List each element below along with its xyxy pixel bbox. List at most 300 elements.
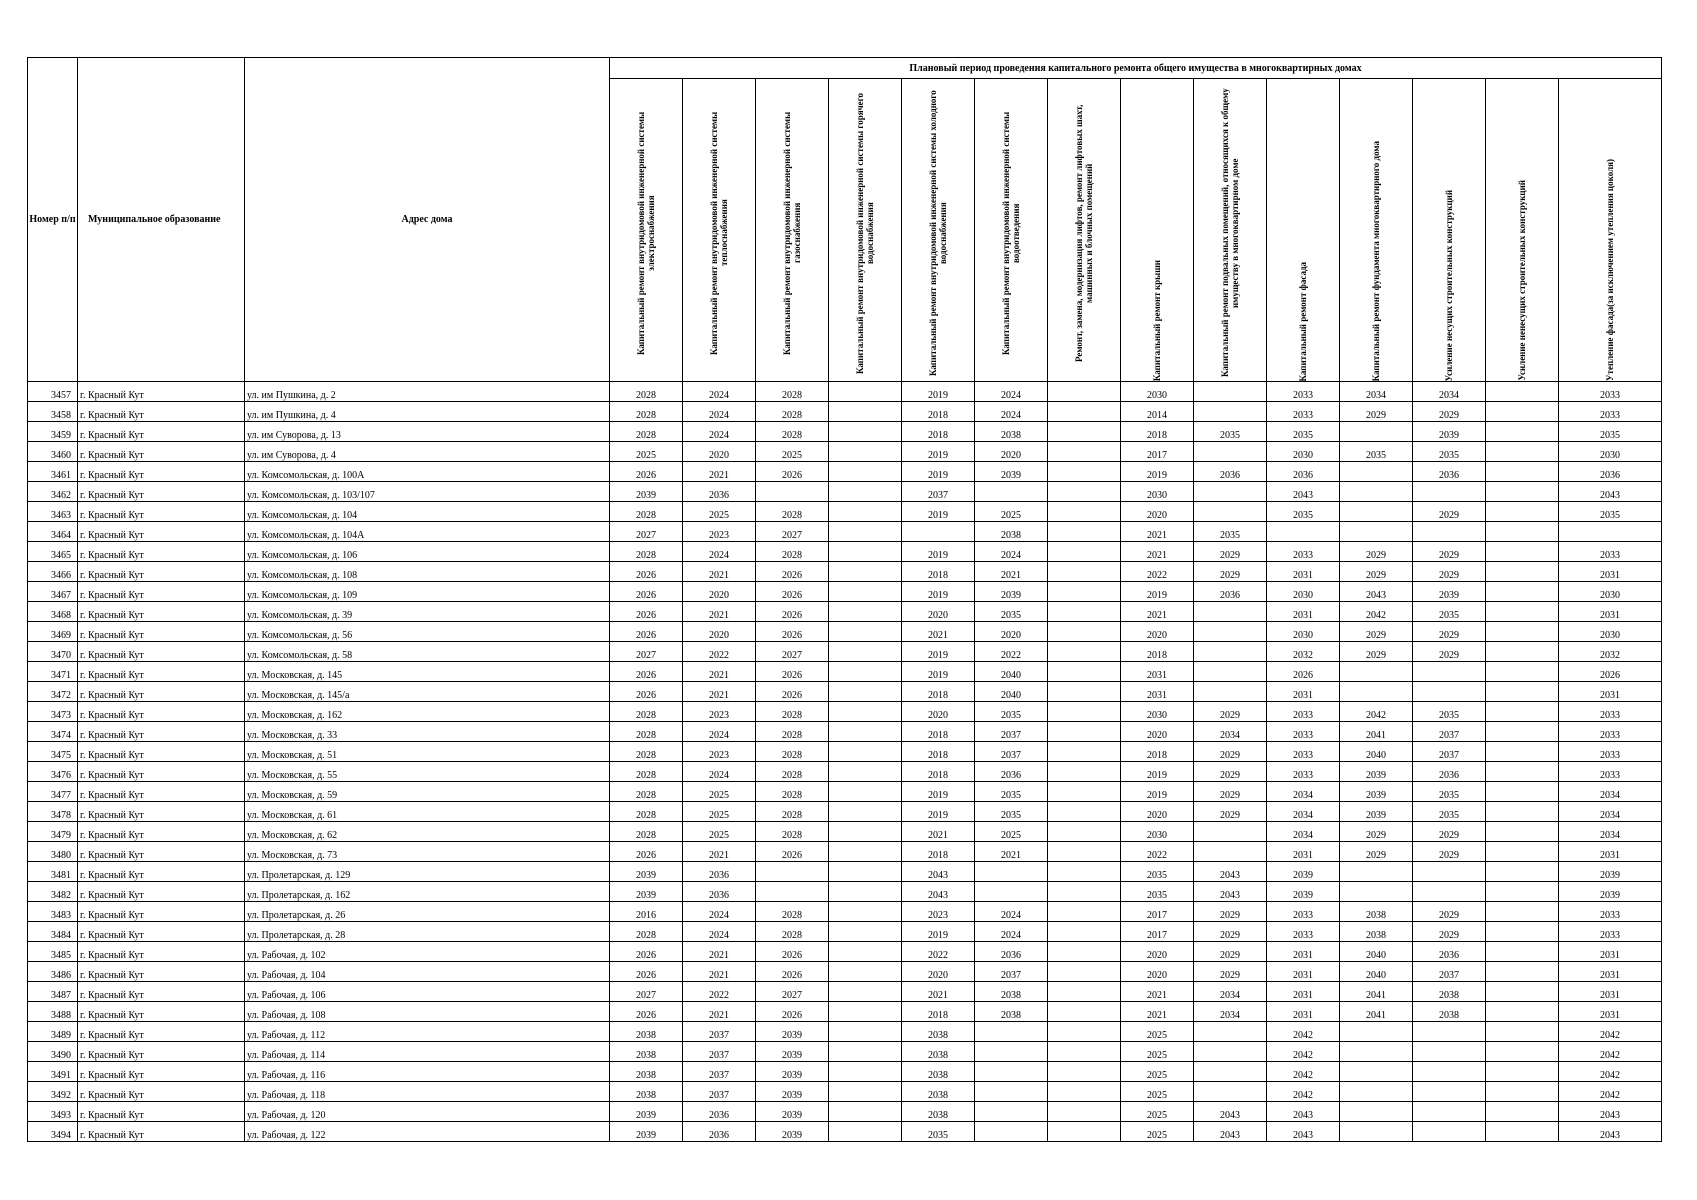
row-municipality: г. Красный Кут [78,942,245,962]
row-year-cell: 2026 [756,662,829,682]
row-year-cell: 2031 [1267,602,1340,622]
row-number: 3470 [28,642,78,662]
row-year-cell [1486,922,1559,942]
row-year-cell: 2029 [1194,782,1267,802]
row-year-cell: 2039 [1559,862,1662,882]
row-year-cell [1486,762,1559,782]
table-row [28,742,1662,762]
row-year-cell [829,642,902,662]
row-number: 3483 [28,902,78,922]
row-year-cell [829,422,902,442]
row-year-cell [1048,982,1121,1002]
row-year-cell: 2033 [1559,722,1662,742]
row-year-cell [1048,422,1121,442]
row-number: 3485 [28,942,78,962]
row-year-cell [1340,482,1413,502]
row-address: ул. им Пушкина, д. 2 [245,382,610,402]
row-year-cell: 2024 [975,402,1048,422]
row-year-cell: 2026 [756,462,829,482]
row-year-cell [829,962,902,982]
row-year-cell: 2043 [1267,482,1340,502]
row-municipality: г. Красный Кут [78,922,245,942]
row-year-cell [1486,482,1559,502]
row-number: 3474 [28,722,78,742]
row-year-cell [1340,502,1413,522]
row-year-cell: 2019 [902,642,975,662]
row-year-cell: 2034 [1559,782,1662,802]
row-year-cell: 2029 [1340,562,1413,582]
row-year-cell: 2028 [610,402,683,422]
row-year-cell: 2020 [902,702,975,722]
row-year-cell: 2024 [975,542,1048,562]
row-year-cell: 2025 [683,502,756,522]
row-year-cell: 2026 [756,682,829,702]
row-year-cell: 2037 [975,742,1048,762]
row-year-cell: 2020 [975,622,1048,642]
row-municipality: г. Красный Кут [78,1042,245,1062]
row-year-cell [1340,422,1413,442]
header-work-type-label: Капитальный ремонт внутридомовой инженерной системы газоснабжения [782,111,802,355]
row-year-cell [756,482,829,502]
row-number: 3464 [28,522,78,542]
row-year-cell [829,702,902,722]
row-year-cell [1486,402,1559,422]
row-year-cell: 2019 [902,582,975,602]
row-address: ул. Московская, д. 51 [245,742,610,762]
row-year-cell [1048,1062,1121,1082]
row-number: 3493 [28,1102,78,1122]
row-year-cell [1048,582,1121,602]
row-year-cell [1413,1122,1486,1142]
row-number: 3459 [28,422,78,442]
row-year-cell: 2039 [975,462,1048,482]
row-address: ул. Московская, д. 55 [245,762,610,782]
table-row [28,662,1662,682]
header-number: Номер п/п [28,58,78,382]
row-number: 3492 [28,1082,78,1102]
row-year-cell: 2020 [1121,962,1194,982]
row-address: ул. им Пушкина, д. 4 [245,402,610,422]
row-year-cell: 2021 [975,842,1048,862]
row-municipality: г. Красный Кут [78,1062,245,1082]
row-year-cell: 2022 [1121,842,1194,862]
row-year-cell: 2025 [683,782,756,802]
row-year-cell [1340,1062,1413,1082]
row-year-cell: 2033 [1267,762,1340,782]
row-year-cell: 2043 [1559,1122,1662,1142]
row-year-cell: 2020 [975,442,1048,462]
row-year-cell: 2036 [1413,762,1486,782]
row-year-cell [1486,1122,1559,1142]
row-year-cell: 2021 [683,842,756,862]
row-year-cell: 2033 [1267,742,1340,762]
row-year-cell: 2028 [756,702,829,722]
row-year-cell: 2029 [1340,842,1413,862]
row-year-cell: 2027 [610,982,683,1002]
table-row [28,522,1662,542]
row-year-cell: 2019 [1121,782,1194,802]
row-year-cell [829,622,902,642]
row-year-cell: 2025 [1121,1022,1194,1042]
row-year-cell [1486,942,1559,962]
row-year-cell: 2019 [1121,582,1194,602]
row-year-cell: 2022 [975,642,1048,662]
row-year-cell: 2029 [1413,402,1486,422]
row-year-cell: 2039 [756,1042,829,1062]
row-year-cell: 2025 [683,802,756,822]
row-year-cell [1413,1042,1486,1062]
row-address: ул. Рабочая, д. 122 [245,1122,610,1142]
row-municipality: г. Красный Кут [78,1122,245,1142]
row-year-cell: 2036 [1194,462,1267,482]
row-year-cell: 2023 [683,702,756,722]
row-year-cell [975,1082,1048,1102]
row-year-cell: 2028 [756,822,829,842]
row-year-cell: 2042 [1559,1082,1662,1102]
row-municipality: г. Красный Кут [78,642,245,662]
row-year-cell: 2039 [610,1102,683,1122]
row-year-cell [1340,882,1413,902]
row-year-cell [1486,802,1559,822]
row-year-cell: 2033 [1267,382,1340,402]
row-year-cell: 2036 [975,942,1048,962]
row-year-cell: 2042 [1340,602,1413,622]
row-year-cell: 2024 [683,382,756,402]
row-year-cell [1340,1102,1413,1122]
row-year-cell: 2035 [1413,702,1486,722]
row-year-cell: 2029 [1194,542,1267,562]
row-year-cell [756,862,829,882]
row-year-cell: 2028 [610,782,683,802]
row-year-cell: 2039 [756,1122,829,1142]
row-year-cell [1048,722,1121,742]
row-year-cell [1486,1102,1559,1122]
row-year-cell: 2019 [1121,762,1194,782]
row-year-cell: 2034 [1340,382,1413,402]
row-year-cell [1048,762,1121,782]
row-year-cell [1413,482,1486,502]
row-year-cell: 2038 [1413,1002,1486,1022]
row-year-cell: 2031 [1559,982,1662,1002]
row-address: ул. Московская, д. 73 [245,842,610,862]
header-work-type [1267,79,1340,382]
row-year-cell: 2030 [1559,582,1662,602]
row-year-cell: 2043 [1267,1122,1340,1142]
row-year-cell [1194,402,1267,422]
row-number: 3468 [28,602,78,622]
row-municipality: г. Красный Кут [78,782,245,802]
row-year-cell: 2039 [610,1122,683,1142]
row-year-cell: 2030 [1121,382,1194,402]
row-year-cell: 2017 [1121,442,1194,462]
row-year-cell [1194,502,1267,522]
row-year-cell: 2042 [1559,1062,1662,1082]
table-row [28,402,1662,422]
row-year-cell: 2033 [1559,382,1662,402]
header-work-type [1486,79,1559,382]
row-year-cell [975,1102,1048,1122]
row-number: 3466 [28,562,78,582]
table-row [28,502,1662,522]
row-year-cell: 2036 [1413,942,1486,962]
table-row [28,702,1662,722]
row-year-cell: 2028 [756,782,829,802]
row-number: 3475 [28,742,78,762]
row-year-cell: 2037 [902,482,975,502]
row-year-cell [975,482,1048,502]
table-row [28,722,1662,742]
header-work-type-label: Капитальный ремонт внутридомовой инженерной системы электроснабжения [636,111,656,355]
row-number: 3458 [28,402,78,422]
row-year-cell [1340,1042,1413,1062]
row-year-cell [829,402,902,422]
row-year-cell [1340,662,1413,682]
row-year-cell [829,882,902,902]
row-year-cell: 2026 [756,562,829,582]
row-year-cell: 2019 [902,802,975,822]
row-year-cell [1486,542,1559,562]
header-work-type-label: Ремонт, замена, модернизация лифтов, ремонт лифтовых шахт, машинных и блочных помещений [1074,104,1094,362]
row-year-cell [1048,822,1121,842]
row-year-cell [1048,502,1121,522]
row-year-cell [829,562,902,582]
row-year-cell [1413,882,1486,902]
row-year-cell: 2037 [683,1042,756,1062]
row-address: ул. Комсомольская, д. 104А [245,522,610,542]
row-year-cell [1048,942,1121,962]
row-year-cell: 2035 [1267,502,1340,522]
row-year-cell [829,862,902,882]
row-number: 3486 [28,962,78,982]
header-work-type-label: Капитальный ремонт внутридомовой инженерной системы холодного водоснабжения [928,90,948,376]
table-row [28,1122,1662,1142]
table-row [28,942,1662,962]
row-number: 3473 [28,702,78,722]
row-year-cell [1048,542,1121,562]
row-year-cell: 2024 [683,722,756,742]
table-row [28,762,1662,782]
row-year-cell: 2026 [1559,662,1662,682]
table-row [28,1002,1662,1022]
row-year-cell [829,662,902,682]
row-year-cell: 2035 [902,1122,975,1142]
row-year-cell: 2018 [1121,742,1194,762]
row-year-cell: 2035 [1413,442,1486,462]
header-work-type-label: Капитальный ремонт внутридомовой инженерной системы водоотведения [1001,111,1021,355]
row-year-cell: 2030 [1267,622,1340,642]
table-body [28,382,1662,1142]
row-year-cell [1413,1022,1486,1042]
row-year-cell [975,1122,1048,1142]
capital-repair-schedule-table [27,57,1662,1142]
row-year-cell: 2021 [683,462,756,482]
row-year-cell: 2034 [1559,822,1662,842]
row-year-cell [1486,562,1559,582]
table-row [28,1082,1662,1102]
table-row [28,922,1662,942]
row-year-cell: 2028 [756,542,829,562]
row-year-cell: 2029 [1413,642,1486,662]
row-year-cell [1048,522,1121,542]
row-year-cell [1048,802,1121,822]
row-municipality: г. Красный Кут [78,802,245,822]
row-number: 3480 [28,842,78,862]
row-year-cell: 2028 [610,422,683,442]
row-year-cell: 2024 [683,902,756,922]
header-work-type [1340,79,1413,382]
row-year-cell [1194,382,1267,402]
row-year-cell: 2038 [975,982,1048,1002]
row-year-cell: 2018 [1121,422,1194,442]
row-year-cell: 2021 [902,822,975,842]
row-year-cell: 2018 [902,562,975,582]
row-year-cell: 2038 [1340,902,1413,922]
row-address: ул. Московская, д. 33 [245,722,610,742]
row-year-cell: 2014 [1121,402,1194,422]
row-year-cell: 2018 [1121,642,1194,662]
row-year-cell: 2035 [975,782,1048,802]
row-year-cell: 2020 [1121,942,1194,962]
row-year-cell: 2028 [756,902,829,922]
row-year-cell [1486,1062,1559,1082]
row-address: ул. Рабочая, д. 112 [245,1022,610,1042]
row-year-cell: 2030 [1267,582,1340,602]
table-row [28,1022,1662,1042]
table-row [28,682,1662,702]
header-work-type-label: Усиление несущих строительных конструкций [1444,189,1454,381]
row-year-cell: 2029 [1194,742,1267,762]
row-year-cell [1559,522,1662,542]
row-year-cell: 2029 [1413,922,1486,942]
row-year-cell: 2026 [610,602,683,622]
row-year-cell: 2024 [975,902,1048,922]
row-year-cell: 2029 [1413,502,1486,522]
row-year-cell: 2034 [1559,802,1662,822]
row-year-cell: 2028 [610,922,683,942]
row-year-cell [1267,522,1340,542]
row-year-cell [829,822,902,842]
row-year-cell: 2038 [610,1042,683,1062]
row-year-cell: 2040 [1340,742,1413,762]
row-year-cell: 2033 [1559,742,1662,762]
row-year-cell [1413,682,1486,702]
row-year-cell: 2039 [610,862,683,882]
row-year-cell [1486,462,1559,482]
row-year-cell: 2033 [1559,542,1662,562]
row-year-cell: 2039 [975,582,1048,602]
row-year-cell: 2035 [1413,782,1486,802]
row-year-cell: 2043 [1340,582,1413,602]
row-municipality: г. Красный Кут [78,662,245,682]
row-year-cell: 2037 [683,1062,756,1082]
row-year-cell: 2029 [1413,542,1486,562]
row-year-cell: 2020 [1121,802,1194,822]
row-municipality: г. Красный Кут [78,422,245,442]
row-year-cell: 2036 [1559,462,1662,482]
row-year-cell: 2043 [1194,862,1267,882]
row-year-cell [829,522,902,542]
row-year-cell: 2019 [902,922,975,942]
row-year-cell [1048,562,1121,582]
row-year-cell [975,1042,1048,1062]
row-year-cell: 2020 [902,602,975,622]
row-year-cell [1486,1082,1559,1102]
row-year-cell [1048,922,1121,942]
row-municipality: г. Красный Кут [78,742,245,762]
row-year-cell: 2021 [1121,1002,1194,1022]
row-year-cell: 2019 [902,662,975,682]
row-year-cell [1340,1022,1413,1042]
row-year-cell [1413,1102,1486,1122]
row-year-cell: 2026 [610,682,683,702]
row-year-cell [829,602,902,622]
header-work-type [683,79,756,382]
row-year-cell: 2037 [1413,962,1486,982]
row-number: 3491 [28,1062,78,1082]
row-year-cell: 2031 [1121,662,1194,682]
row-year-cell: 2017 [1121,902,1194,922]
row-year-cell: 2019 [902,542,975,562]
row-year-cell: 2018 [902,842,975,862]
row-year-cell [1194,1042,1267,1062]
row-address: ул. Рабочая, д. 106 [245,982,610,1002]
row-year-cell [1048,842,1121,862]
row-year-cell [1048,962,1121,982]
row-year-cell: 2026 [610,942,683,962]
row-year-cell [1048,862,1121,882]
row-year-cell: 2039 [1340,782,1413,802]
row-year-cell: 2038 [610,1022,683,1042]
row-year-cell [1340,682,1413,702]
table-row [28,422,1662,442]
row-year-cell: 2029 [1194,702,1267,722]
row-municipality: г. Красный Кут [78,542,245,562]
row-year-cell [902,522,975,542]
row-year-cell: 2043 [1559,1102,1662,1122]
row-number: 3490 [28,1042,78,1062]
row-year-cell: 2042 [1267,1082,1340,1102]
row-year-cell: 2028 [610,822,683,842]
row-year-cell: 2031 [1267,682,1340,702]
row-municipality: г. Красный Кут [78,1022,245,1042]
row-year-cell [1194,662,1267,682]
row-year-cell [829,742,902,762]
row-year-cell: 2020 [683,582,756,602]
row-year-cell [1486,1022,1559,1042]
row-year-cell [829,1082,902,1102]
row-year-cell: 2038 [610,1062,683,1082]
row-year-cell [1048,902,1121,922]
row-address: ул. Московская, д. 59 [245,782,610,802]
row-year-cell [829,382,902,402]
header-work-type-label: Капитальный ремонт подвальных помещений, относящихся к общему имуществу в многоквартирном доме [1220,88,1240,378]
row-year-cell: 2018 [902,1002,975,1022]
row-year-cell: 2019 [902,442,975,462]
header-work-type-label: Капитальный ремонт фундамента многоквартирного дома [1371,140,1381,381]
row-municipality: г. Красный Кут [78,1002,245,1022]
row-year-cell: 2030 [1559,442,1662,462]
row-year-cell: 2021 [902,622,975,642]
header-work-type [1559,79,1662,382]
row-year-cell: 2036 [683,482,756,502]
row-year-cell: 2023 [683,742,756,762]
row-year-cell: 2043 [1267,1102,1340,1122]
row-year-cell: 2035 [1559,422,1662,442]
row-year-cell: 2022 [1121,562,1194,582]
row-year-cell: 2043 [1194,1122,1267,1142]
row-municipality: г. Красный Кут [78,582,245,602]
row-address: ул. Пролетарская, д. 28 [245,922,610,942]
